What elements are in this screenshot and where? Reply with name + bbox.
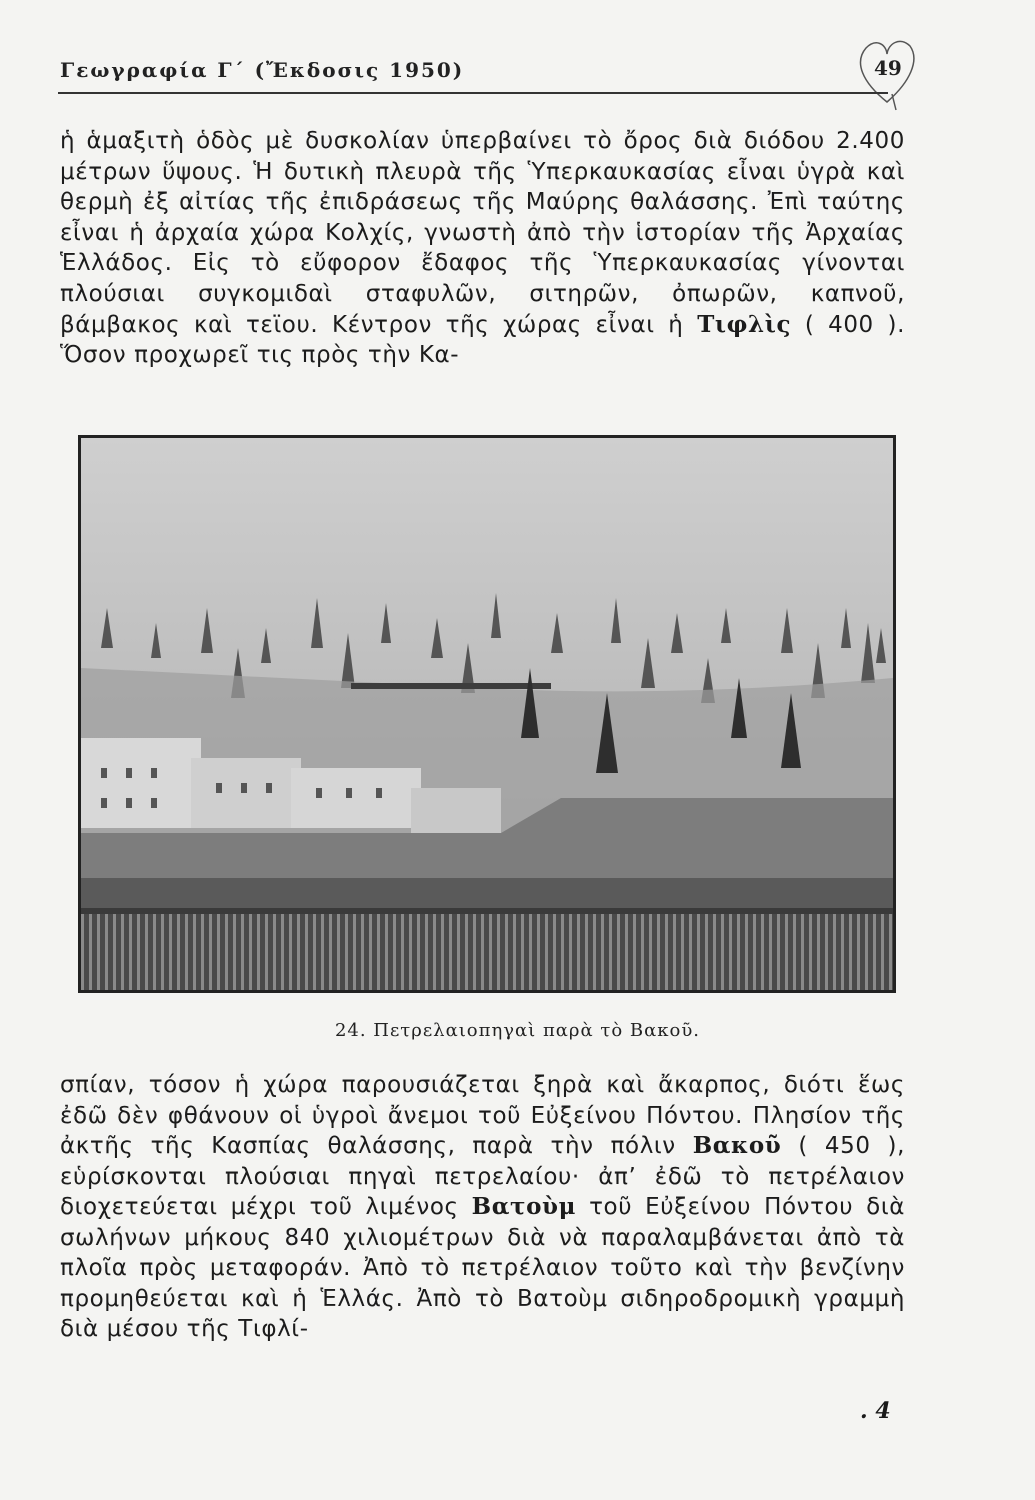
- header-divider: [58, 92, 888, 94]
- oil-field-photograph: [78, 435, 896, 993]
- paragraph-bottom-text: σπίαν, τόσον ἡ χώρα παρουσιάζεται ξηρὰ καὶ ἄκαρπος, διότι ἕως ἐδῶ δὲν φθάνουν οἱ ὑγροὶ ἄνεμοι τοῦ Εὐξείνου Πόντου. Πλησίον τῆς ἀκτῆς τῆς Κασπίας θαλάσσης, παρὰ τὴν πόλιν Βακοῦ ( 450 ), εὑρίσκονται πλούσιαι πηγαὶ πετρελαίου· ἀπ’ ἐδῶ τὸ πετρέλαιον διοχετεύεται μέχρι τοῦ λιμένος Βατοὺμ τοῦ Εὐξείνου Πόντου διὰ σωλήνων μήκους 840 χιλιομέτρων διὰ νὰ παραλαμβάνεται ἀπὸ τὰ πλοῖα πρὸς μεταφοράν. Ἀπὸ τὸ πετρέλαιον τοῦτο καὶ τὴν βενζίνην προμηθεύεται καὶ ἡ Ἑλλάς. Ἀπὸ τὸ Βατοὺμ σιδηροδρομικὴ γραμμὴ διὰ μέσου τῆς Τιφλί-: [60, 1072, 905, 1342]
- place-name-baku: Βακοῦ: [692, 1132, 782, 1159]
- page-number: 49: [874, 56, 902, 80]
- paragraph-top: [60, 126, 905, 371]
- oil-field-illustration: [81, 438, 893, 990]
- signature-mark: . 4: [860, 1398, 891, 1424]
- paragraph-bottom: [60, 1070, 905, 1345]
- paragraph-top-text: ἡ ἁμαξιτὴ ὁδὸς μὲ δυσκολίαν ὑπερβαίνει τὸ ὄρος διὰ διόδου 2.400 μέτρων ὕψους. Ἡ δυτικὴ πλευρὰ τῆς Ὑπερκαυκασίας εἶναι ὑγρὰ καὶ θερμὴ ἐξ αἰτίας τῆς ἐπιδράσεως τῆς Μαύρης θαλάσσης. Ἐπὶ ταύτης εἶναι ἡ ἀρχαία χώρα Κολχίς, γνωστὴ ἀπὸ τὴν ἱστορίαν τῆς Ἀρχαίας Ἑλλάδος. Εἰς τὸ εὔφορον ἔδαφος τῆς Ὑπερκαυκασίας γίνονται πλούσιαι συγκομιδαὶ σταφυλῶν, σιτηρῶν, ὀπωρῶν, καπνοῦ, βάμβακος καὶ τεϊου. Κέντρον τῆς χώρας εἶναι ἡ Τιφλὶς ( 400 ). Ὅσον προχωρεῖ τις πρὸς τὴν Κα-: [60, 128, 905, 369]
- running-header: Γεωγραφία Γ΄ (Ἔκδοσις 1950): [60, 58, 465, 82]
- place-name-batumi: Βατοὺμ: [471, 1193, 577, 1220]
- place-name-tiflis: Τιφλὶς: [697, 310, 792, 338]
- figure-caption: 24. Πετρελαιοπηγαὶ παρὰ τὸ Βακοῦ.: [334, 1020, 701, 1041]
